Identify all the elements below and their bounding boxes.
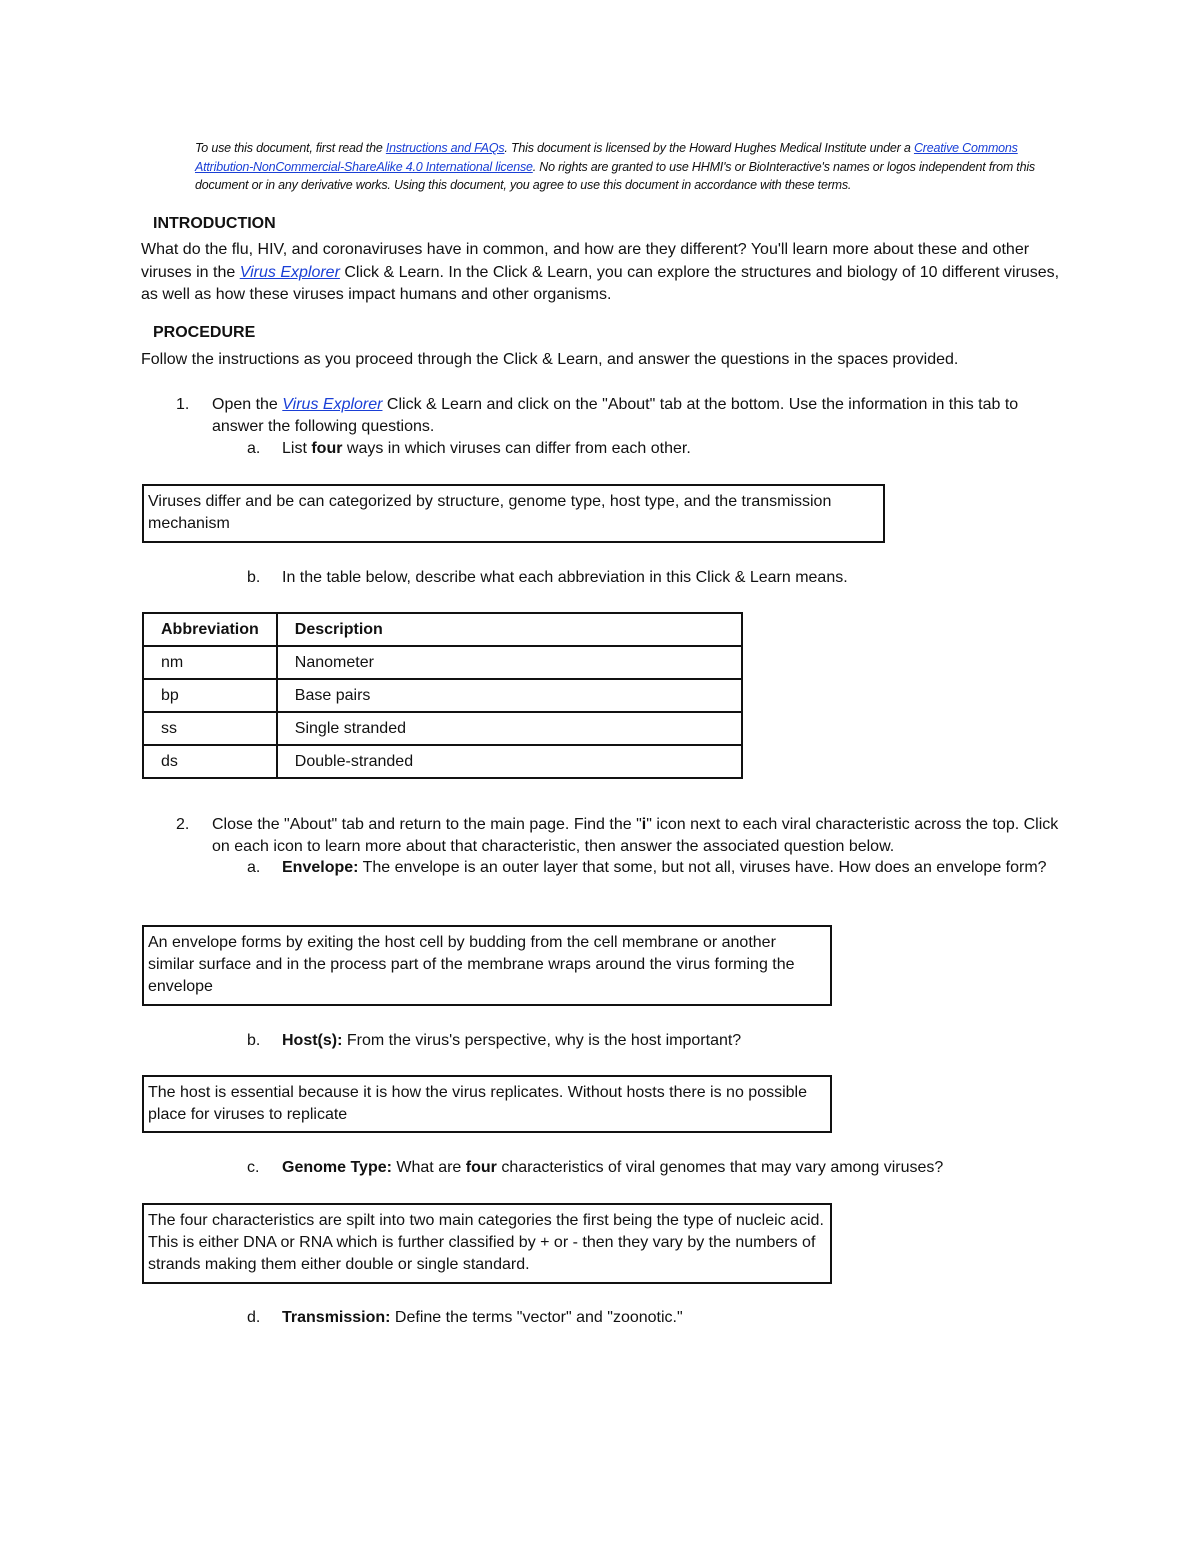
- question-1-text: Open the Virus Explorer Click & Learn and click on the "About" tab at the bottom. Use the information in this tab to answer the following questions.: [212, 396, 1019, 435]
- question-1b-text: In the table below, describe what each abbreviation in this Click & Learn means.: [282, 569, 848, 586]
- instructions-link[interactable]: Instructions and FAQs: [385, 141, 505, 155]
- license-text: . No rights are granted to use HHMI's or BioInteractive's names or logos independent from this document or in any derivative works. Using this document, you agree to use this document in accordance with these terms.: [195, 159, 1035, 192]
- column-header: Abbreviation: [143, 613, 277, 646]
- question-number: 2.: [176, 816, 190, 833]
- subquestion-letter: d.: [247, 1309, 261, 1326]
- procedure-heading: PROCEDURE: [153, 324, 256, 341]
- license-notice: [195, 139, 1055, 195]
- column-header: Description: [277, 613, 742, 646]
- question-1a-text: List four ways in which viruses can differ from each other.: [282, 440, 691, 457]
- subquestion-letter: c.: [247, 1159, 260, 1176]
- virus-explorer-link[interactable]: Virus Explorer: [239, 263, 340, 281]
- abbreviation-cell: ss: [143, 712, 277, 745]
- abbreviation-table: [142, 612, 743, 779]
- cc-license-link[interactable]: Creative Commons Attribution-NonCommercial-ShareAlike 4.0 International license: [195, 141, 1018, 174]
- question-number: 1.: [176, 396, 190, 413]
- abbreviation-cell: bp: [143, 679, 277, 712]
- subquestion-letter: b.: [247, 1032, 261, 1049]
- table-header-row: [143, 613, 742, 646]
- virus-explorer-link[interactable]: Virus Explorer: [282, 396, 383, 413]
- table-row: [143, 745, 742, 778]
- description-cell[interactable]: Single stranded: [277, 712, 742, 745]
- procedure-paragraph: Follow the instructions as you proceed through the Click & Learn, and answer the questions in the spaces provided.: [141, 351, 959, 368]
- question-2c-text: Genome Type: What are four characteristics of viral genomes that may vary among viruses?: [282, 1159, 944, 1176]
- description-cell[interactable]: Nanometer: [277, 646, 742, 679]
- subquestion-letter: b.: [247, 569, 261, 586]
- answer-box-1a[interactable]: Viruses differ and be can categorized by structure, genome type, host type, and the transmission mechanism: [142, 484, 885, 543]
- question-2-text: Close the "About" tab and return to the main page. Find the "i" icon next to each viral characteristic across the top. Click on each icon to learn more about that characteristic, then answer the associated question below.: [212, 816, 1059, 855]
- abbreviation-cell: nm: [143, 646, 277, 679]
- table-row: [143, 646, 742, 679]
- question-2b-text: Host(s): From the virus's perspective, why is the host important?: [282, 1032, 742, 1049]
- question-2d-text: Transmission: Define the terms "vector" and "zoonotic.": [282, 1309, 683, 1326]
- answer-box-2a[interactable]: An envelope forms by exiting the host cell by budding from the cell membrane or another similar surface and in the process part of the membrane wraps around the virus forming the envelope: [142, 925, 832, 1006]
- question-2a-text: Envelope: The envelope is an outer layer that some, but not all, viruses have. How does an envelope form?: [282, 859, 1047, 876]
- introduction-paragraph: What do the flu, HIV, and coronaviruses have in common, and how are they different? You'll learn more about these and other viruses in the Virus Explorer Click & Learn. In the Click & Learn, you can explore the structures and biology of 10 different viruses, as well as how these viruses impact humans and other organisms.: [141, 241, 1060, 303]
- introduction-heading: INTRODUCTION: [153, 215, 276, 232]
- description-cell[interactable]: Double-stranded: [277, 745, 742, 778]
- license-text: To use this document, first read the: [195, 141, 386, 155]
- abbreviation-cell: ds: [143, 745, 277, 778]
- subquestion-letter: a.: [247, 440, 261, 457]
- table-row: [143, 712, 742, 745]
- description-cell[interactable]: Base pairs: [277, 679, 742, 712]
- table-row: [143, 679, 742, 712]
- license-text: . This document is licensed by the Howard Hughes Medical Institute under a: [504, 141, 914, 155]
- answer-box-2b[interactable]: The host is essential because it is how the virus replicates. Without hosts there is no possible place for viruses to replicate: [142, 1075, 832, 1133]
- subquestion-letter: a.: [247, 859, 261, 876]
- answer-box-2c[interactable]: The four characteristics are spilt into two main categories the first being the type of nucleic acid. This is either DNA or RNA which is further classified by + or - then they vary by the numbers of strands making them either double or single standard.: [142, 1203, 832, 1284]
